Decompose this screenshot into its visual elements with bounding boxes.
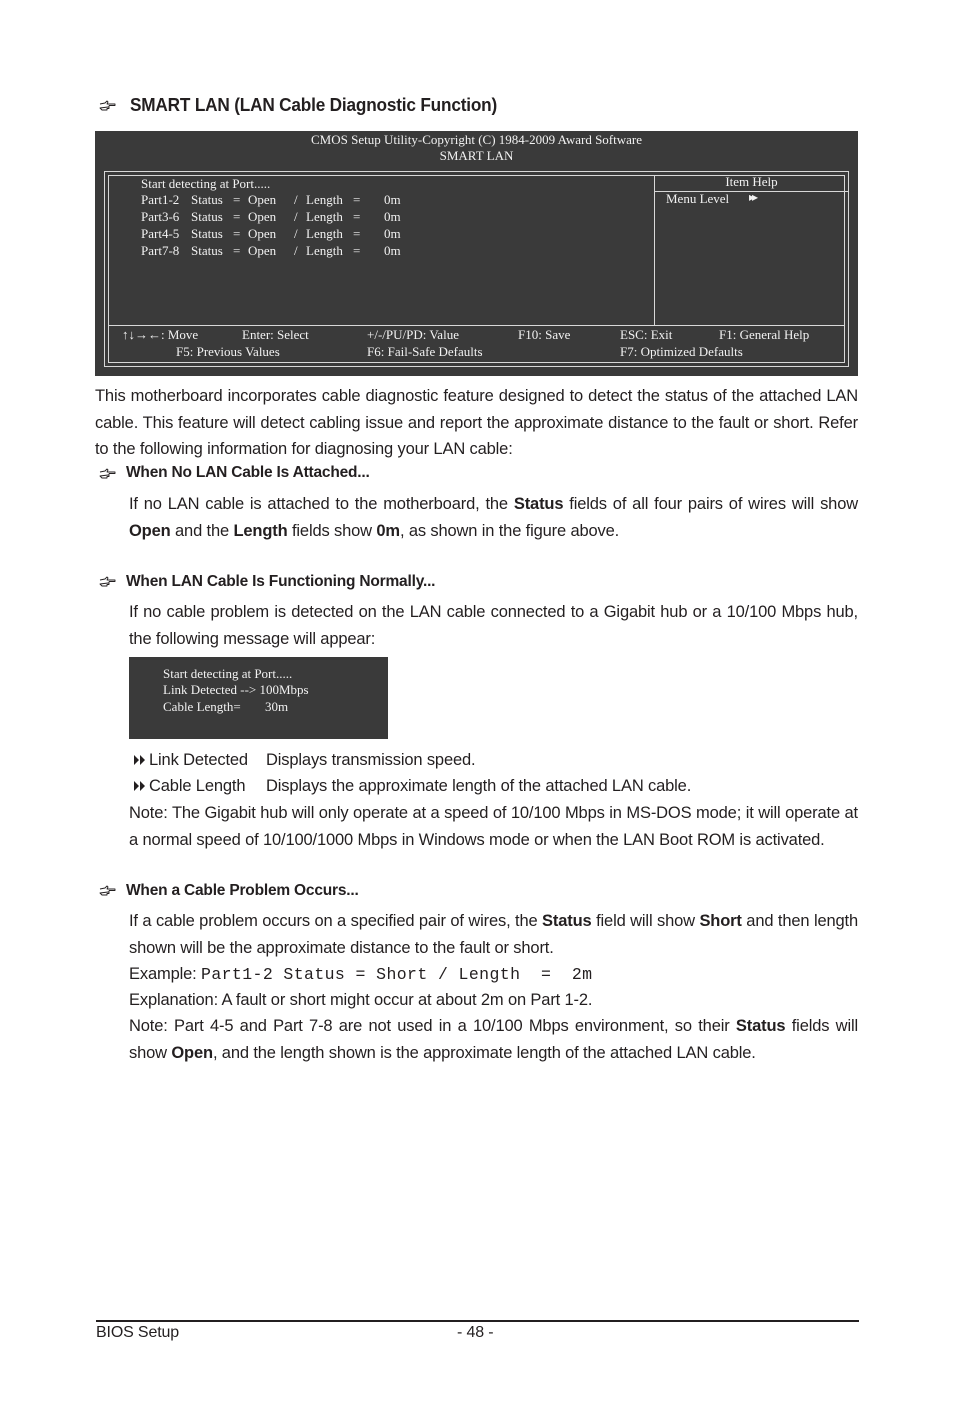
link-detected-screen — [129, 657, 388, 739]
bios-help-divider — [654, 176, 655, 325]
key-value: +/-/PU/PD: Value — [367, 327, 459, 342]
double-arrow-icon — [133, 780, 146, 792]
screen-line-length-value: 30m — [265, 699, 289, 714]
pairs-note: Note: Part 4-5 and Part 7-8 are not used in a 10/100 Mbps environment, so their Status fields will show Open, and the length shown is the approximate length of the attached LAN cable. — [129, 1017, 858, 1062]
key-select: Enter: Select — [242, 327, 309, 342]
example-code: Part1-2 Status = Short / Length = 2m — [201, 965, 593, 984]
key-save: F10: Save — [518, 327, 571, 342]
screen-line-detecting: Start detecting at Port..... — [163, 666, 293, 681]
bios-screen — [95, 131, 858, 376]
item-help-heading: Item Help — [725, 174, 778, 189]
section-heading-normal: When LAN Cable Is Functioning Normally... — [126, 573, 436, 590]
key-optimized-defaults: F7: Optimized Defaults — [620, 344, 743, 359]
bios-screen-name: SMART LAN — [439, 148, 514, 163]
bios-detecting-text: Start detecting at Port..... — [141, 176, 271, 191]
menu-level-label: Menu Level — [666, 191, 730, 206]
bios-inner-frame: Start detecting at Port..... Part1-2 Status = Open / Length = 0m Part3-6 Status = Open / Length = 0m Part4-5 Status = Open / Length = 0m Part7-8 Status = Open / Length = 0m Item Help Menu Level ▸▸ ↑↓→←: Move Enter: Select +/-/PU/PD: Value F10: Save ESC: Exit F1: General Help F5: Previous Values F6: Fail-Safe Defaults F7: Optimized Defaults — [108, 175, 845, 363]
term-cable-length: Cable Length — [149, 777, 246, 795]
key-failsafe-defaults: F6: Fail-Safe Defaults — [367, 344, 483, 359]
key-move: ↑↓→←: Move — [122, 327, 199, 342]
key-exit: ESC: Exit — [620, 327, 673, 342]
pointing-hand-icon — [99, 884, 117, 896]
pointing-hand-icon — [99, 99, 117, 111]
section-problem-text: If a cable problem occurs on a specified pair of wires, the Status field will show Short and then length shown will be the approximate distance to the fault or short. — [129, 912, 859, 957]
section-normal-text: If no cable problem is detected on the LAN cable connected to a Gigabit hub or a 10/100 Mbps hub, the following message will appear: — [129, 603, 858, 648]
footer-page-number: - 48 - — [457, 1324, 494, 1341]
intro-paragraph: This motherboard incorporates cable diagnostic feature designed to detect the status of the attached LAN cable. This feature will detect cabling issue and report the approximate distance to the fault or short. Refer to the following information for diagnosing your LAN cable: — [95, 387, 858, 458]
term-link-detected: Link Detected — [149, 751, 248, 769]
section-heading-no-cable: When No LAN Cable Is Attached... — [126, 464, 370, 481]
page-title: SMART LAN (LAN Cable Diagnostic Function) — [130, 94, 498, 115]
explanation-line: Explanation: A fault or short might occur at about 2m on Part 1-2. — [129, 991, 593, 1009]
bios-frame — [104, 171, 849, 367]
footer-section-name: BIOS Setup — [96, 1324, 179, 1341]
bios-keys-divider — [109, 325, 844, 326]
gigabit-note: Note: The Gigabit hub will only operate at a speed of 10/100 Mbps in MS-DOS mode; it will operate at a normal speed of 10/100/1000 Mbps in Windows mode or when the LAN Boot ROM is activated. — [129, 804, 858, 849]
pointing-hand-icon — [99, 575, 117, 587]
key-help: F1: General Help — [719, 327, 810, 342]
pointing-hand-icon — [99, 467, 117, 479]
screen-line-length-label: Cable Length= — [163, 699, 241, 714]
double-arrow-icon — [133, 754, 146, 766]
screen-line-link: Link Detected --> 100Mbps — [163, 682, 309, 697]
desc-cable-length: Displays the approximate length of the attached LAN cable. — [266, 777, 692, 795]
section-heading-problem: When a Cable Problem Occurs... — [126, 882, 359, 899]
section-no-cable-text: If no LAN cable is attached to the motherboard, the Status fields of all four pairs of wires will show Open and the Length fields show 0m, as shown in the figure above. — [129, 495, 858, 540]
example-line: Example: Part1-2 Status = Short / Length = 2m — [129, 965, 593, 984]
key-previous-values: F5: Previous Values — [176, 344, 280, 359]
menu-level-arrows-icon: ▸▸ — [749, 190, 756, 204]
desc-link-detected: Displays transmission speed. — [266, 751, 476, 769]
bios-copyright: CMOS Setup Utility-Copyright (C) 1984-2009 Award Software — [310, 132, 642, 147]
